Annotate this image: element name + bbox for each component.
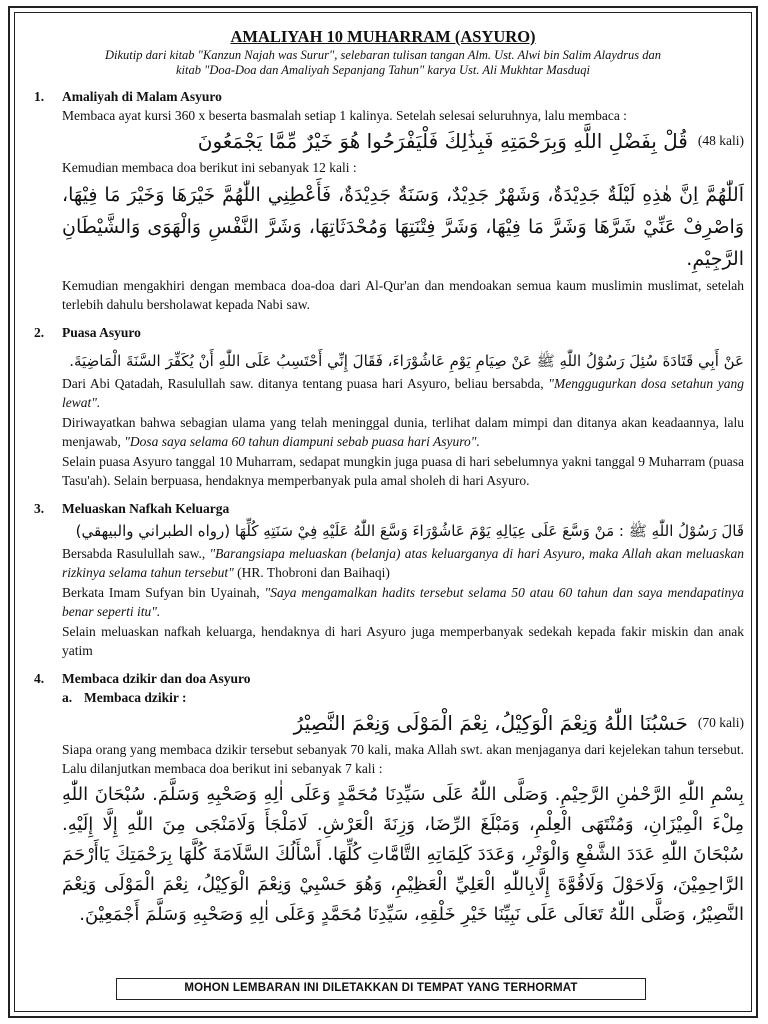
section-number: 2. <box>34 325 45 340</box>
subsection-title: Membaca dzikir : <box>84 690 187 705</box>
section-heading <box>22 324 744 341</box>
arabic-verse: قُلْ بِفَضْلِ اللَّهِ وَبِرَحْمَتِهِ فَبِذَٰلِكَ فَلْيَفْرَحُوا هُوَ خَيْرٌ مِّمَّا يَجْمَعُونَ <box>197 129 688 153</box>
paragraph <box>22 583 744 621</box>
section-4 <box>22 670 744 930</box>
arabic-dzikir-row <box>22 707 744 739</box>
quote-text: "Barangsiapa meluaskan (belanja) atas keluarganya di hari Asyuro, maka Allah akan meluaskan rizkinya selama tahun tersebut" <box>62 546 744 580</box>
section-heading <box>22 88 744 105</box>
repeat-count: (48 kali) <box>697 133 744 148</box>
page-title: AMALIYAH 10 MUHARRAM (ASYURO) <box>230 27 536 46</box>
section-title: Meluaskan Nafkah Keluarga <box>62 501 230 516</box>
paragraph: Kemudian membaca doa berikut ini sebanyak 12 kali : <box>62 160 357 175</box>
repeat-count: (70 kali) <box>697 715 744 730</box>
paragraph: Selain meluaskan nafkah keluarga, hendaknya di hari Asyuro juga memperbanyak sedekah kepada fakir miskin dan anak yatim <box>62 624 744 658</box>
arabic-hadith: قَالَ رَسُوْلُ اللّٰهِ ﷺ : مَنْ وَسَّعَ عَلَى عِيَالِهِ يَوْمَ عَاشُوْرَاءَ وَسَّعَ اللّٰهُ عَلَيْهِ فِيْ سَنَتِهِ كُلِّهَا (رواه الطبراني والبيهقي) <box>75 522 744 540</box>
subsection-heading <box>22 689 744 707</box>
arabic-hadith: عَنْ أَبِي قَتَادَةَ سُئِلَ رَسُوْلُ اللّٰهِ ﷺ عَنْ صِيَامِ يَوْمِ عَاشُوْرَاءَ، فَقَالَ إِنِّي أَحْتَسِبُ عَلَى اللّٰهِ أَنْ يُكَفِّرَ السَّنَةَ الْمَاضِيَةَ. <box>69 352 744 370</box>
section-heading <box>22 670 744 687</box>
arabic-doa: اَللّٰهُمَّ اِنَّ هٰذِهِ لَيْلَةٌ جَدِيْدَةٌ، وَشَهْرٌ جَدِيْدٌ، وَسَنَةٌ جَدِيْدَةٌ، فَأَعْطِنِي اللّٰهُمَّ خَيْرَهَا وَخَيْرَ مَا فِيْهَا، وَاصْرِفْ عَنِّيْ شَرَّهَا وَشَرَّ مَا فِيْهَا، وَشَرَّ فِتْنَتِهَا وَمُحْدَثَاتِهَا، وَشَرَّ النَّفْسِ وَالْهَوَى وَالشَّيْطَانِ الرَّجِيْمِ. <box>62 184 744 270</box>
paragraph: Membaca ayat kursi 360 x beserta basmalah setiap 1 kalinya. Setelah selesai seluruhnya, lalu membaca : <box>62 108 627 123</box>
section-3 <box>22 500 744 660</box>
arabic-dzikir: حَسْبُنَا اللّٰهُ وَنِعْمَ الْوَكِيْلُ، نِعْمَ الْمَوْلَى وَنِعْمَ النَّصِيْرُ <box>293 711 688 735</box>
section-number: 4. <box>34 671 45 686</box>
section-title: Membaca dzikir dan doa Asyuro <box>62 671 251 686</box>
paragraph-text: Berkata Imam Sufyan bin Uyainah, <box>62 585 265 600</box>
subsection-letter: a. <box>62 690 73 705</box>
paragraph-text: Diriwayatkan bahwa sebagian ulama yang telah meninggal dunia, terlihat dalam mimpi dan ditanya akan keadaannya, lalu menjawab, <box>62 415 744 449</box>
footer-notice: MOHON LEMBARAN INI DILETAKKAN DI TEMPAT YANG TERHORMAT <box>116 978 646 1000</box>
subtitle-line-1: Dikutip dari kitab "Kanzun Najah was Surur", selebaran tulisan tangan Alm. Ust. Alwi bin Salim Alaydrus dan <box>104 48 662 62</box>
section-2 <box>22 324 744 490</box>
section-number: 3. <box>34 501 45 516</box>
quote-text: "Saya mengamalkan hadits tersebut selama 50 atau 60 tahun dan saya mendapatinya benar seperti itu". <box>62 585 744 619</box>
paragraph <box>22 544 744 582</box>
quote-text: "Dosa saya selama 60 tahun diampuni sebab puasa hari Asyuro". <box>124 434 480 449</box>
section-1 <box>22 88 744 314</box>
arabic-verse-row <box>22 125 744 157</box>
section-title: Amaliyah di Malam Asyuro <box>62 89 222 104</box>
citation-text: (HR. Thobroni dan Baihaqi) <box>233 565 390 580</box>
section-number: 1. <box>34 89 45 104</box>
arabic-doa: بِسْمِ اللّٰهِ الرَّحْمٰنِ الرَّحِيْمِ. وَصَلَّى اللّٰهُ عَلَى سَيِّدِنَا مُحَمَّدٍ وَعَلَى اٰلِهِ وَصَحْبِهِ وَسَلَّمَ. سُبْحَانَ اللّٰهِ مِلْءَ الْمِيْزَانِ، وَمُنْتَهَى الْعِلْمِ، وَمَبْلَغَ الرِّضَا، وَزِنَةَ الْعَرْشِ. لَامَلْجَأَ وَلَامَنْجَى مِنَ اللّٰهِ إِلَّا إِلَيْهِ. سُبْحَانَ اللّٰهِ عَدَدَ الشَّفْعِ وَالْوَتْرِ، وَعَدَدَ كَلِمَاتِهِ التَّامَّاتِ كُلِّهَا. أَسْأَلُكَ السَّلَامَةَ كُلَّهَا بِرَحْمَتِكَ يَاأَرْحَمَ الرَّاحِمِيْنَ، وَلَاحَوْلَ وَلَاقُوَّةَ إِلَّابِاللّٰهِ الْعَلِيِّ الْعَظِيْمِ، وَهُوَ حَسْبِيْ وَنِعْمَ الْوَكِيْلُ، نِعْمَ الْمَوْلَى وَنِعْمَ النَّصِيْرُ، وَصَلَّى اللّٰهُ تَعَالَى عَلَى نَبِيِّنَا خَيْرِ خَلْقِهِ، سَيِّدِنَا مُحَمَّدٍ وَعَلَى اٰلِهِ وَصَحْبِهِ وَسَلَّمَ أَجْمَعِيْنَ. <box>62 784 744 925</box>
paragraph: Selain puasa Asyuro tanggal 10 Muharram, sedapat mungkin juga puasa di hari sebelumnya yakni tanggal 9 Muharram (puasa Tasu'ah). Selain berpuasa, hendaknya memperbanyak pula amal sholeh di hari Asyuro. <box>62 454 744 488</box>
quote-text: "Menggugurkan dosa setahun yang lewat". <box>62 376 744 410</box>
paragraph: Kemudian mengakhiri dengan membaca doa-doa dari Al-Qur'an dan mendoakan semua kaum muslimin muslimat, setelah terlebih dahulu bersholawat kepada Nabi saw. <box>62 278 744 312</box>
paragraph-text: Dari Abi Qatadah, Rasulullah saw. ditanya tentang puasa hari Asyuro, beliau bersabda, <box>62 376 549 391</box>
section-title: Puasa Asyuro <box>62 325 141 340</box>
paragraph: Siapa orang yang membaca dzikir tersebut sebanyak 70 kali, maka Allah swt. akan menjaganya dari kejelekan tahun tersebut. Lalu dilanjutkan membaca doa berikut ini sebanyak 7 kali : <box>62 742 744 776</box>
section-heading <box>22 500 744 517</box>
document-page <box>22 28 744 930</box>
paragraph-text: Bersabda Rasulullah saw., <box>62 546 210 561</box>
paragraph <box>22 374 744 412</box>
paragraph <box>22 413 744 451</box>
subtitle-line-2: kitab "Doa-Doa dan Amaliyah Sepanjang Tahun" karya Ust. Ali Mukhtar Masduqi <box>175 63 591 77</box>
